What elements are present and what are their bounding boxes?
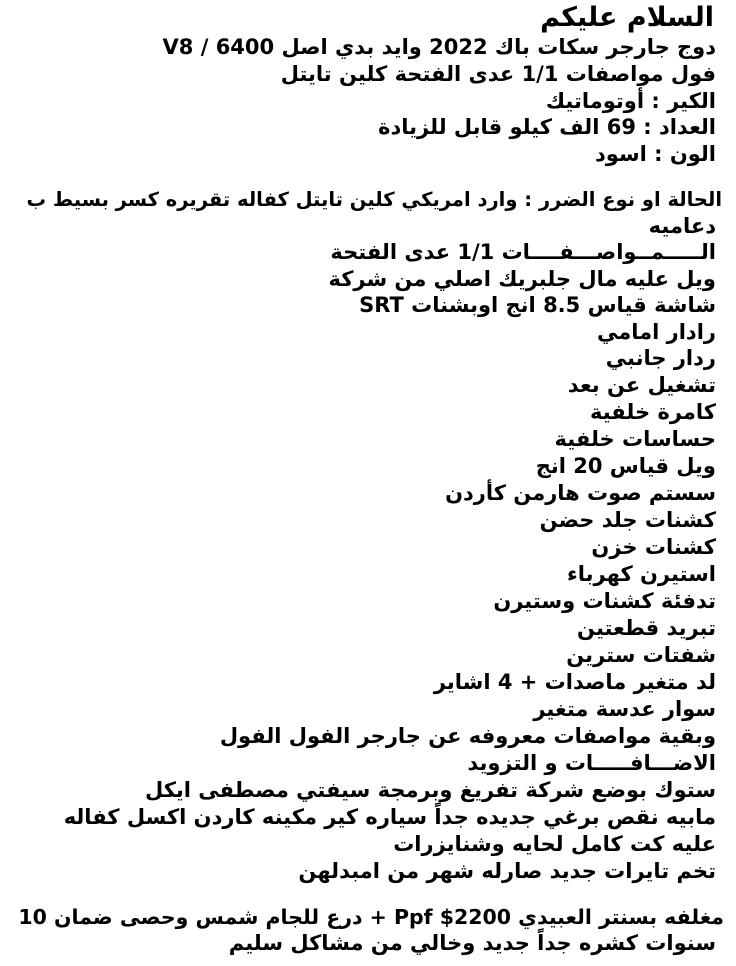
text-line: مغلفه بسنتر العبيدي Ppf $2200 + درع للجام شمس وحصى ضمان 10 <box>18 905 724 929</box>
text-line: وبقية مواصفات معروفه عن جارجر الفول الفول <box>219 724 716 748</box>
text-line: دعاميه <box>648 214 716 238</box>
text-line: حساسات خلفية <box>554 427 716 451</box>
text-line: استيرن كهرباء <box>567 562 716 586</box>
text-line: تخم تايرات جديد صارله شهر من امبدلهن <box>298 859 716 883</box>
text-line: الاضـــافـــــات و التزويد <box>467 751 716 775</box>
text-line: الـــــمــواصـــفــــات 1/1 عدى الفتحة <box>330 240 716 264</box>
text-line: رادار امامي <box>597 320 716 344</box>
text-line: الحالة او نوع الضرر : وارد امريكي كلين تايتل كفاله تقريره كسر بسيط ب <box>26 188 722 211</box>
text-line: تدفئة كشنات وستيرن <box>493 589 716 613</box>
text-line: سنوات كشره جداً جديد وخالي من مشاكل سليم <box>228 931 716 955</box>
text-line: شفتات سترين <box>566 643 716 667</box>
text-line: ستوك بوضع شركة تفريغ وبرمجة سيفتي مصطفى ايكل <box>144 778 716 802</box>
text-line: الون : اسود <box>595 142 716 166</box>
text-line: كشنات خزن <box>591 535 716 559</box>
text-line: شاشة قياس 8.5 انج اوبشنات SRT <box>359 293 716 317</box>
text-line: سستم صوت هارمن كأردن <box>445 481 716 505</box>
text-line: لد متغير ماصدات + 4 اشاير <box>433 670 716 694</box>
text-line: كشنات جلد حضن <box>539 508 716 532</box>
text-line: دوج جارجر سكات باك 2022 وايد بدي اصل 6400 / V8 <box>162 35 716 59</box>
greeting-heading: السلام عليكم <box>540 2 714 33</box>
text-line: عليه كت كامل لحايه وشنايزرات <box>393 832 716 856</box>
text-line: ويل قياس 20 انج <box>535 454 716 478</box>
text-line: العداد : 69 الف كيلو قابل للزيادة <box>378 115 716 139</box>
text-line: ردار جانبي <box>605 346 716 370</box>
text-line: فول مواصفات 1/1 عدى الفتحة كلين تايتل <box>280 62 716 86</box>
text-line: مابيه نقص برغي جديده جداً سياره كير مكينه كاردن اكسل كفاله <box>63 805 716 829</box>
text-line: ويل عليه مال جلبريك اصلي من شركة <box>328 267 716 291</box>
text-line: تبريد قطعتين <box>577 616 716 640</box>
text-line: سوار عدسة متغير <box>533 697 716 721</box>
text-line: كامرة خلفية <box>590 400 716 424</box>
text-line: الكير : أوتوماتيك <box>545 89 716 113</box>
text-line: تشغيل عن بعد <box>567 373 716 397</box>
